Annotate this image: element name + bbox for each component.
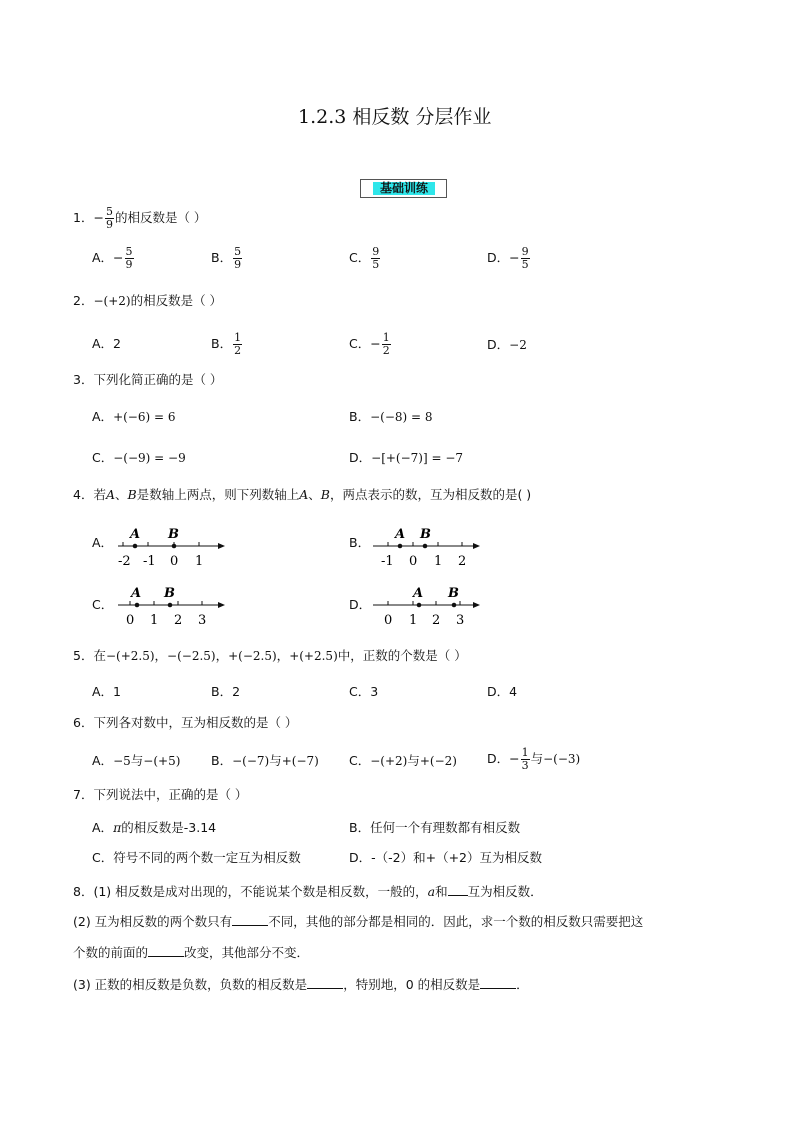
point-a-label: A: [413, 586, 424, 601]
number-line-b: [370, 521, 485, 571]
point-a-label: A: [130, 527, 141, 542]
question-5-option-b[interactable]: B．2: [211, 684, 241, 699]
answer-blank[interactable]: [232, 914, 268, 926]
question-2-option-d[interactable]: D．−2: [487, 337, 527, 352]
question-1-option-d[interactable]: D．− $\frac{9}{5}$: [487, 245, 529, 272]
question-2-option-a[interactable]: A．2: [92, 336, 122, 351]
point-b-label: B: [448, 586, 459, 601]
point-b-label: B: [164, 586, 175, 601]
question-2-option-b[interactable]: B． $\frac{1}{2}$: [211, 331, 242, 358]
svg-text:2: 2: [458, 554, 467, 569]
answer-blank[interactable]: [448, 884, 468, 896]
question-4-option-b-label[interactable]: B．: [349, 535, 371, 550]
question-3-stem: 3．下列化简正确的是（ ）: [73, 372, 223, 387]
question-1-option-b[interactable]: B． $\frac{5}{9}$: [211, 245, 242, 272]
question-7-option-d[interactable]: D．-（-2）和+（+2）互为相反数: [349, 850, 542, 865]
question-5-option-c[interactable]: C．3: [349, 684, 379, 699]
question-2-option-c[interactable]: C．− $\frac{1}{2}$: [349, 331, 390, 358]
question-4-option-d-label[interactable]: D．: [349, 597, 372, 612]
question-6-stem: 6．下列各对数中，互为相反数的是（ ）: [73, 715, 298, 730]
svg-text:-1: -1: [381, 554, 394, 569]
point-a-label: A: [395, 527, 406, 542]
svg-text:1: 1: [409, 613, 418, 628]
point-a-label: A: [131, 586, 142, 601]
question-3-option-b[interactable]: B．−(−8) = 8: [349, 409, 433, 424]
svg-text:-2: -2: [118, 554, 131, 569]
question-1-option-a[interactable]: A．− $\frac{5}{9}$: [92, 245, 133, 272]
svg-text:0: 0: [384, 613, 393, 628]
question-8-part-2-cont: 个数的前面的 改变，其他部分不变．: [73, 945, 310, 960]
question-3-option-a[interactable]: A．+(−6) = 6: [92, 409, 176, 424]
question-7-option-a[interactable]: A．π的相反数是-3.14: [92, 820, 217, 835]
svg-text:3: 3: [456, 613, 465, 628]
svg-text:1: 1: [434, 554, 443, 569]
question-7-stem: 7．下列说法中，正确的是（ ）: [73, 787, 248, 802]
question-5-option-d[interactable]: D．4: [487, 684, 518, 699]
question-7-option-c[interactable]: C．符号不同的两个数一定互为相反数: [92, 850, 301, 865]
question-8-part-1: 8．(1) 相反数是成对出现的，不能说某个数是相反数，一般的，a和 互为相反数．: [73, 884, 543, 899]
number-line-c: [115, 580, 230, 630]
question-6-option-a[interactable]: A．−5与−(+5): [92, 753, 181, 768]
question-5-option-a[interactable]: A．1: [92, 684, 122, 699]
svg-text:0: 0: [409, 554, 418, 569]
answer-blank[interactable]: [148, 945, 184, 957]
question-1-stem: 1．− $\frac{5}{9}$ 的相反数是（ ）: [73, 205, 207, 232]
answer-blank[interactable]: [480, 977, 516, 989]
question-1-option-c[interactable]: C． $\frac{9}{5}$: [349, 245, 380, 272]
question-8-part-2: (2) 互为相反数的两个数只有 不同，其他的部分都是相同的．因此，求一个数的相反数只需要把这: [73, 914, 644, 929]
section-badge: [360, 179, 447, 198]
point-b-label: B: [168, 527, 179, 542]
question-8-part-3: (3) 正数的相反数是负数，负数的相反数是 ，特别地，0 的相反数是 ．: [73, 977, 529, 992]
question-6-option-c[interactable]: C．−(+2)与+(−2): [349, 753, 457, 768]
question-3-option-c[interactable]: C．−(−9) = −9: [92, 450, 186, 465]
point-b-label: B: [420, 527, 431, 542]
svg-text:3: 3: [198, 613, 207, 628]
question-3-option-d[interactable]: D．−[+(−7)] = −7: [349, 450, 464, 465]
question-2-stem: 2．−(+2)的相反数是（ ）: [73, 293, 223, 308]
question-4-stem: 4．若A、B是数轴上两点，则下列数轴上A、B，两点表示的数，互为相反数的是( ): [73, 487, 532, 502]
svg-text:1: 1: [150, 613, 159, 628]
question-7-option-b[interactable]: B．任何一个有理数都有相反数: [349, 820, 521, 835]
question-6-option-d[interactable]: D．− $\frac{1}{3}$ 与−(−3): [487, 746, 581, 773]
svg-text:0: 0: [126, 613, 135, 628]
section-badge-label: 基础训练: [373, 182, 435, 195]
question-4-option-a-label[interactable]: A．: [92, 535, 114, 550]
fraction: $\frac{5}{9}$: [105, 205, 113, 232]
number-line-a: [115, 521, 230, 571]
number-line-d: [370, 580, 485, 630]
page-title: 1.2.3 相反数 分层作业: [298, 106, 492, 128]
svg-text:0: 0: [170, 554, 179, 569]
question-6-option-b[interactable]: B．−(−7)与+(−7): [211, 753, 319, 768]
svg-text:2: 2: [432, 613, 441, 628]
question-5-stem: 5．在−(+2.5)，−(−2.5)，+(−2.5)，+(+2.5)中，正数的个数是（ ）: [73, 648, 467, 663]
svg-text:-1: -1: [143, 554, 156, 569]
svg-text:1: 1: [195, 554, 204, 569]
answer-blank[interactable]: [307, 977, 343, 989]
question-4-option-c-label[interactable]: C．: [92, 597, 114, 612]
svg-text:2: 2: [174, 613, 183, 628]
